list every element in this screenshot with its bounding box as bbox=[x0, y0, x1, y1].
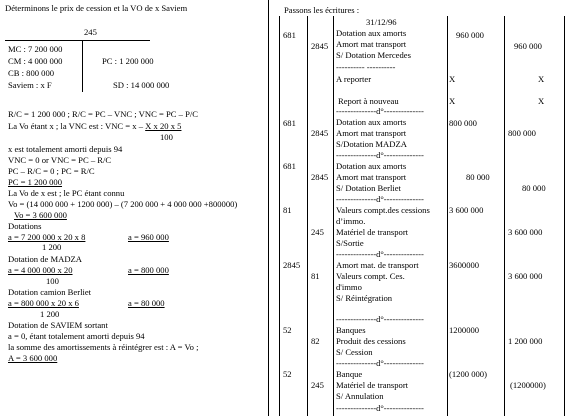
entry-7-line3: S/ Cession bbox=[336, 347, 373, 357]
journal-rule-1 bbox=[307, 16, 308, 416]
entry-1-line1: A reporter bbox=[336, 74, 372, 84]
journal-rule-4 bbox=[504, 16, 505, 416]
entry-7-line1: Banques bbox=[336, 325, 366, 335]
dot2-denominator: 100 bbox=[46, 276, 59, 286]
vo-x-fraction: X x 20 x 5 bbox=[145, 121, 182, 131]
pc-value: PC = 1 200 000 bbox=[8, 177, 63, 187]
entry-0-debit-account: 681 bbox=[283, 30, 296, 40]
dot1-denominator: 1 200 bbox=[42, 242, 62, 252]
reintegration-value: A = 3 600 000 bbox=[8, 353, 58, 363]
entry-8-credit: (1200000) bbox=[510, 380, 546, 390]
entry-3-credit: 800 000 bbox=[508, 128, 536, 138]
dotations-heading: Dotations bbox=[8, 221, 42, 231]
entry-5-line1: Valeurs compt.des cessions bbox=[336, 205, 430, 215]
dot3-denominator: 1 200 bbox=[40, 309, 60, 319]
entry-0-debit: 960 000 bbox=[456, 30, 484, 40]
t-account-number: 245 bbox=[84, 27, 97, 37]
rc-formula: R/C = 1 200 000 ; R/C = PC – VNC ; VNC = PC – P/C bbox=[8, 109, 198, 119]
entry-8-debit-account: 52 bbox=[283, 369, 292, 379]
vo-calc: Vo = (14 000 000 + 1200 000) – (7 200 000 + 4 000 000 +800000) bbox=[8, 199, 238, 209]
entry-0-credit: 960 000 bbox=[514, 41, 542, 51]
entry-5-line2: d’immo. bbox=[336, 216, 366, 226]
entry-3-debit-account: 681 bbox=[283, 118, 296, 128]
entry-8-debit: (1200 000) bbox=[449, 369, 487, 379]
entry-8-line3: S/ Annulation bbox=[336, 391, 384, 401]
entry-7-credit-account: 82 bbox=[311, 336, 320, 346]
dot1-numerator: a = 7 200 000 x 20 x 8 bbox=[8, 232, 86, 242]
entry-3-line3: S/Dotation MADZA bbox=[336, 139, 407, 149]
entry-0-line3: S/ Dotation Mercedes bbox=[336, 50, 411, 60]
entry-6-line2: Valeurs compt. Ces. bbox=[336, 271, 405, 281]
entry-3-debit: 800 000 bbox=[449, 118, 477, 128]
vo-x-denominator: 100 bbox=[160, 132, 173, 142]
dot-madza-heading: Dotation de MADZA bbox=[8, 254, 82, 264]
entry-2-line1: Report à nouveau bbox=[338, 96, 399, 106]
page-divider bbox=[268, 0, 269, 416]
t-account-top-rule bbox=[5, 40, 150, 41]
entry-5-line3: Matériel de transport bbox=[336, 227, 409, 237]
entry-1-credit: X bbox=[538, 74, 545, 84]
sep-d-4: --------------d°-------------- bbox=[336, 314, 424, 324]
left-title: Déterminons le prix de cession et la VO de x Saviem bbox=[5, 3, 188, 13]
dot-berliet-heading: Dotation camion Berliet bbox=[8, 287, 92, 297]
dot2-result: a = 800 000 bbox=[128, 265, 169, 275]
entry-6-debit: 3600000 bbox=[449, 260, 480, 270]
sep-d-0: --------------d°-------------- bbox=[336, 106, 424, 116]
entry-0-line2: Amort mat transport bbox=[336, 39, 407, 49]
saviem-a: a = 0, étant totalement amorti depuis 94 bbox=[8, 331, 145, 341]
vnc-line: VNC = 0 or VNC = PC – R/C bbox=[8, 155, 112, 165]
dot1-formula bbox=[8, 233, 85, 242]
journal-date: 31/12/96 bbox=[366, 17, 397, 27]
entry-4-debit-account: 681 bbox=[283, 161, 296, 171]
entry-7-credit: 1 200 000 bbox=[508, 336, 543, 346]
dot3-result: a = 80 000 bbox=[128, 298, 165, 308]
entry-4-credit-account: 2845 bbox=[311, 172, 329, 182]
entry-5-credit-account: 245 bbox=[311, 227, 324, 237]
entry-4-debit: 80 000 bbox=[466, 172, 490, 182]
dot3-numerator: a = 800 000 x 20 x 6 bbox=[8, 298, 79, 308]
entry-2-debit: X bbox=[449, 96, 456, 106]
sep-d-5: --------------d°-------------- bbox=[336, 358, 424, 368]
entry-5-debit-account: 81 bbox=[283, 205, 292, 215]
entry-5-credit: 3 600 000 bbox=[508, 227, 543, 237]
sep-d-3: --------------d°-------------- bbox=[336, 249, 424, 259]
entry-6-debit-account: 2845 bbox=[283, 260, 301, 270]
entry-2-credit: X bbox=[538, 96, 545, 106]
entry-8-credit-account: 245 bbox=[311, 380, 324, 390]
t-account-mc: MC : 7 200 000 bbox=[8, 44, 63, 54]
vo-x-text: La Vo étant x ; la VNC est : VNC = x – bbox=[8, 121, 146, 131]
entry-6-line1: Amort mat. de transport bbox=[336, 260, 419, 270]
entry-0-credit-account: 2845 bbox=[311, 41, 329, 51]
entry-3-line2: Amort mat transport bbox=[336, 128, 407, 138]
sep-d-1: --------------d°-------------- bbox=[336, 150, 424, 160]
entry-6-line3: d'immo bbox=[336, 282, 362, 292]
t-account-cm: CM : 4 000 000 bbox=[8, 56, 63, 66]
sep-d-2: --------------d°-------------- bbox=[336, 194, 424, 204]
dot2-numerator: a = 4 000 000 x 20 bbox=[8, 265, 73, 275]
t-account-cb: CB : 800 000 bbox=[8, 68, 55, 78]
dot-saviem-heading: Dotation de SAVIEM sortant bbox=[8, 320, 108, 330]
entry-4-line2: Amort mat transport bbox=[336, 172, 407, 182]
vo-x-line bbox=[8, 122, 181, 131]
entry-6-credit: 3 600 000 bbox=[508, 271, 543, 281]
entry-4-credit: 80 000 bbox=[522, 183, 546, 193]
entry-8-line2: Matériel de transport bbox=[336, 380, 409, 390]
entry-6-line4: S/ Réintégration bbox=[336, 293, 393, 303]
entry-6-credit-account: 81 bbox=[311, 271, 320, 281]
entry-7-debit-account: 52 bbox=[283, 325, 292, 335]
dot1-result: a = 960 000 bbox=[128, 232, 169, 242]
pc-connu-line: La Vo de x est ; le PC étant connu bbox=[8, 188, 125, 198]
sep-dash: ---------- ---------- bbox=[336, 62, 396, 72]
t-account-sd: SD : 14 000 000 bbox=[113, 80, 170, 90]
journal-rule-3 bbox=[447, 16, 448, 416]
t-account-pc: PC : 1 200 000 bbox=[102, 56, 154, 66]
entry-3-line1: Dotation aux amorts bbox=[336, 117, 407, 127]
sep-d-6: --------------d°-------------- bbox=[336, 403, 424, 413]
entry-4-line1: Dotation aux amorts bbox=[336, 161, 407, 171]
entry-5-debit: 3 600 000 bbox=[449, 205, 484, 215]
entry-0-line1: Dotation aux amorts bbox=[336, 28, 407, 38]
journal-rule-2 bbox=[333, 16, 334, 416]
entry-3-credit-account: 2845 bbox=[311, 128, 329, 138]
entry-8-line1: Banque bbox=[336, 369, 363, 379]
amorti-line: x est totalement amorti depuis 94 bbox=[8, 144, 123, 154]
t-account-mid-rule bbox=[82, 40, 83, 92]
reintegration-line: la somme des amortissements à réintégrer est : A = Vo ; bbox=[8, 342, 199, 352]
entry-1-debit: X bbox=[449, 74, 456, 84]
entry-4-line3: S/ Dotation Berliet bbox=[336, 183, 401, 193]
vo-result: Vo = 3 600 000 bbox=[14, 210, 67, 220]
entry-7-line2: Produit des cessions bbox=[336, 336, 406, 346]
pc-rc-line: PC – R/C = 0 ; PC = R/C bbox=[8, 166, 95, 176]
t-account-saviem: Saviem : x F bbox=[8, 80, 52, 90]
entry-7-debit: 1200000 bbox=[449, 325, 480, 335]
entry-5-line4: S/Sortie bbox=[336, 238, 364, 248]
right-title: Passons les écritures : bbox=[284, 5, 360, 15]
journal-rule-left bbox=[279, 16, 280, 416]
